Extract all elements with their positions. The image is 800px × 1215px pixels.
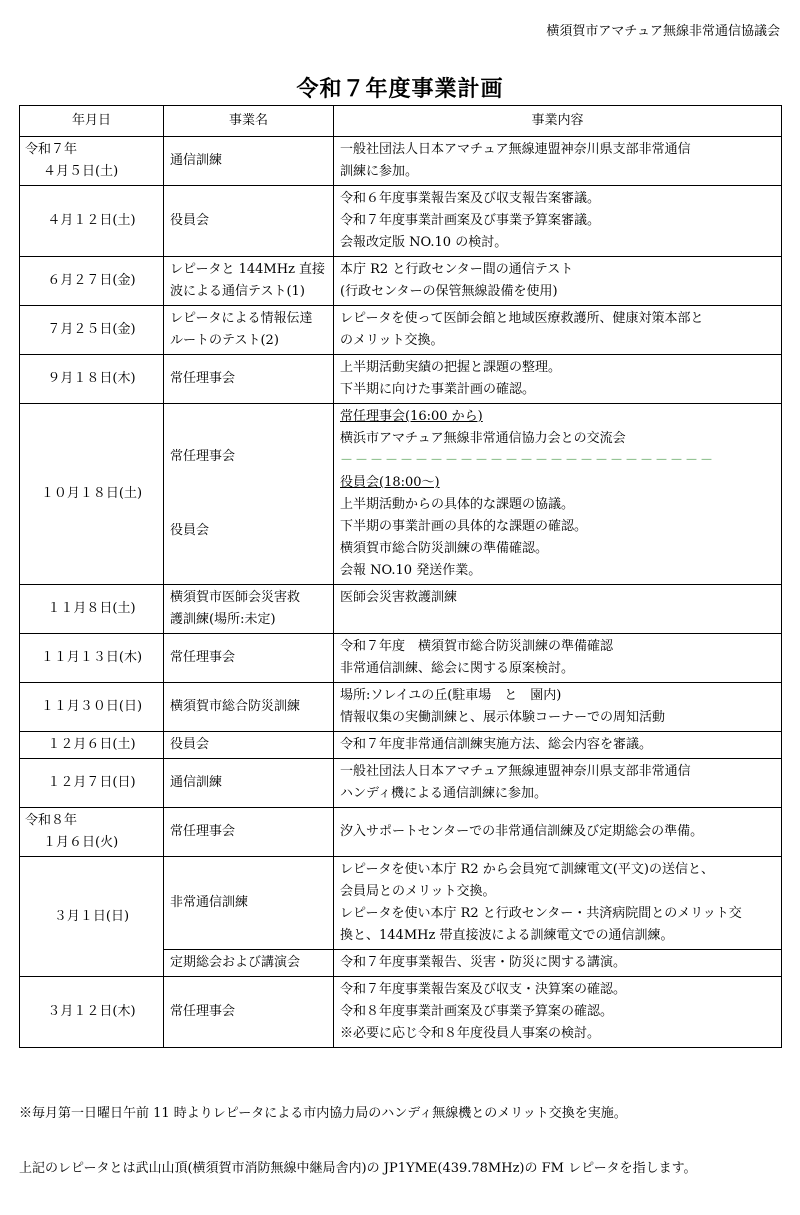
table-row (20, 257, 782, 306)
row-content (334, 808, 782, 857)
event-name: 定期総会および講演会 (170, 955, 301, 970)
content-line: 令和６年度事業報告案及び収支報告案審議。 (340, 191, 601, 206)
content-line: 会員局とのメリット交換。 (340, 884, 496, 899)
row-date: １２月７日(日) (20, 759, 164, 808)
spacer (170, 468, 327, 520)
content-line: 下半期の事業計画の具体的な課題の確認。 (340, 519, 588, 534)
schedule-table (19, 105, 782, 1048)
content-line: 令和７年度事業報告、災害・防災に関する講演。 (340, 955, 627, 970)
header-content: 事業内容 (334, 106, 782, 137)
content-line: 令和７年度事業計画案及び事業予算案審議。 (340, 213, 601, 228)
content-line: 役員会(18:00～) (340, 475, 440, 490)
event-name: 常任理事会 (170, 824, 236, 839)
organization-name: 横須賀市アマチュア無線非常通信協議会 (546, 24, 780, 39)
content-line: のメリット交換。 (340, 333, 444, 348)
row-name (164, 585, 334, 634)
row-content (334, 137, 782, 186)
row-date: １１月８日(土) (20, 585, 164, 634)
content-line: 一般社団法人日本アマチュア無線連盟神奈川県支部非常通信 (340, 142, 691, 157)
row-name (164, 950, 334, 977)
row-date: １１月３０日(日) (20, 683, 164, 732)
row-name (164, 634, 334, 683)
row-content (334, 257, 782, 306)
table-header-row (20, 106, 782, 137)
content-line: 換と、144MHz 帯直接波による訓練電文での通信訓練。 (340, 928, 674, 943)
event-name: 常任理事会 (170, 1004, 236, 1019)
event-name: 役員会 (170, 213, 210, 228)
event-name: 横須賀市医師会災害救 (170, 590, 301, 605)
content-line: 情報収集の実働訓練と、展示体験コーナーでの周知活動 (340, 710, 666, 725)
row-name (164, 355, 334, 404)
row-date: ３月１２日(木) (20, 977, 164, 1048)
table-row (20, 977, 782, 1048)
event-name: 役員会 (170, 523, 210, 538)
footnote-monthly-exchange: ※毎月第一日曜日午前 11 時よりレピータによる市内協力局のハンディ無線機とのメリット交換を実施。 (19, 1106, 627, 1121)
event-name: ルートのテスト(2) (170, 333, 279, 348)
content-line: 令和８年度事業計画案及び事業予算案の確認。 (340, 1004, 614, 1019)
row-date: ３月１日(日) (20, 857, 164, 977)
event-name: 横須賀市総合防災訓練 (170, 699, 301, 714)
event-name: 護訓練(場所:未定) (170, 612, 276, 627)
content-line: 令和７年度 横須賀市総合防災訓練の準備確認 (340, 639, 614, 654)
row-name (164, 257, 334, 306)
row-name (164, 404, 334, 585)
date-year: 令和７年 (25, 142, 78, 157)
table-row (20, 732, 782, 759)
row-content (334, 977, 782, 1048)
dashed-divider: －－－－－－－－－－－－－－－－－－－－－－－－－ (340, 453, 716, 468)
row-name (164, 137, 334, 186)
row-content (334, 306, 782, 355)
event-name: 常任理事会 (170, 650, 236, 665)
content-line: 常任理事会(16:00 から) (340, 409, 483, 424)
row-content (334, 950, 782, 977)
table-row (20, 683, 782, 732)
content-line: 令和７年度事業報告案及び収支・決算案の確認。 (340, 982, 627, 997)
table-row (20, 404, 782, 585)
table-row (20, 137, 782, 186)
content-line: 本庁 R2 と行政センター間の通信テスト (340, 262, 574, 277)
content-line: 横浜市アマチュア無線非常通信協力会との交流会 (340, 431, 626, 446)
row-name (164, 683, 334, 732)
row-name (164, 732, 334, 759)
content-line: 場所:ソレイユの丘(駐車場 と 園内) (340, 688, 562, 703)
row-name (164, 306, 334, 355)
row-name (164, 977, 334, 1048)
row-date: ７月２５日(金) (20, 306, 164, 355)
content-line: 医師会災害救護訓練 (340, 590, 458, 605)
event-name-stack (170, 446, 327, 542)
content-line: 汐入サポートセンターでの非常通信訓練及び定期総会の準備。 (340, 824, 704, 839)
table-row (20, 634, 782, 683)
row-name (164, 808, 334, 857)
event-name: レピータによる情報伝達 (170, 311, 313, 326)
content-line: レピータを使い本庁 R2 から会員宛て訓練電文(平文)の送信と、 (340, 862, 714, 877)
row-content (334, 404, 782, 585)
footnote-repeater-info: 上記のレピータとは武山山頂(横須賀市消防無線中継局舎内)の JP1YME(439.78MHz)の FM レピータを指します。 (19, 1161, 697, 1176)
row-date: １２月６日(土) (20, 732, 164, 759)
row-name (164, 759, 334, 808)
content-line: ハンディ機による通信訓練に参加。 (340, 786, 547, 801)
event-name: 常任理事会 (170, 449, 236, 464)
row-date (20, 808, 164, 857)
content-line: レピータを使って医師会館と地域医療救護所、健康対策本部と (340, 311, 704, 326)
table-row (20, 585, 782, 634)
row-content (334, 634, 782, 683)
table-row (20, 808, 782, 857)
table-row (20, 355, 782, 404)
content-line: 会報 NO.10 発送作業。 (340, 563, 482, 578)
content-line: 横須賀市総合防災訓練の準備確認。 (340, 541, 549, 556)
content-line: 訓練に参加。 (340, 164, 419, 179)
header-name: 事業名 (164, 106, 334, 137)
row-date (20, 137, 164, 186)
content-line: 下半期に向けた事業計画の確認。 (340, 382, 536, 397)
row-date: １０月１８日(土) (20, 404, 164, 585)
row-name (164, 186, 334, 257)
content-line: レピータを使い本庁 R2 と行政センター・共済病院間とのメリット交 (340, 906, 742, 921)
row-content (334, 355, 782, 404)
row-content (334, 585, 782, 634)
row-date: ９月１８日(木) (20, 355, 164, 404)
table-row (20, 186, 782, 257)
content-line: 上半期活動実績の把握と課題の整理。 (340, 360, 562, 375)
content-line: 令和７年度非常通信訓練実施方法、総会内容を審議。 (340, 737, 653, 752)
row-content (334, 186, 782, 257)
event-name: 役員会 (170, 737, 210, 752)
content-line: 非常通信訓練、総会に関する原案検討。 (340, 661, 575, 676)
table-row (20, 857, 782, 950)
table-row (20, 306, 782, 355)
row-content (334, 759, 782, 808)
table-row (20, 759, 782, 808)
event-name: レピータと 144MHz 直接 (170, 262, 326, 277)
date-year: 令和８年 (25, 813, 78, 828)
row-name (164, 857, 334, 950)
row-date: ６月２７日(金) (20, 257, 164, 306)
content-line: (行政センターの保管無線設備を使用) (340, 284, 558, 299)
content-line: 会報改定版 NO.10 の検討。 (340, 235, 508, 250)
event-name: 波による通信テスト(1) (170, 284, 305, 299)
content-line: 一般社団法人日本アマチュア無線連盟神奈川県支部非常通信 (340, 764, 691, 779)
page-title: 令和７年度事業計画 (296, 76, 504, 102)
event-name: 通信訓練 (170, 775, 223, 790)
event-name: 非常通信訓練 (170, 895, 249, 910)
content-line: ※必要に応じ令和８年度役員人事案の検討。 (340, 1026, 601, 1041)
row-content (334, 857, 782, 950)
header-date: 年月日 (20, 106, 164, 137)
date-day: ４月５日(土) (43, 164, 119, 179)
event-name: 通信訓練 (170, 153, 223, 168)
row-content (334, 732, 782, 759)
row-date: １１月１３日(木) (20, 634, 164, 683)
row-content (334, 683, 782, 732)
row-date: ４月１２日(土) (20, 186, 164, 257)
event-name: 常任理事会 (170, 371, 236, 386)
date-day: １月６日(火) (43, 835, 119, 850)
content-line: 上半期活動からの具体的な課題の協議。 (340, 497, 575, 512)
